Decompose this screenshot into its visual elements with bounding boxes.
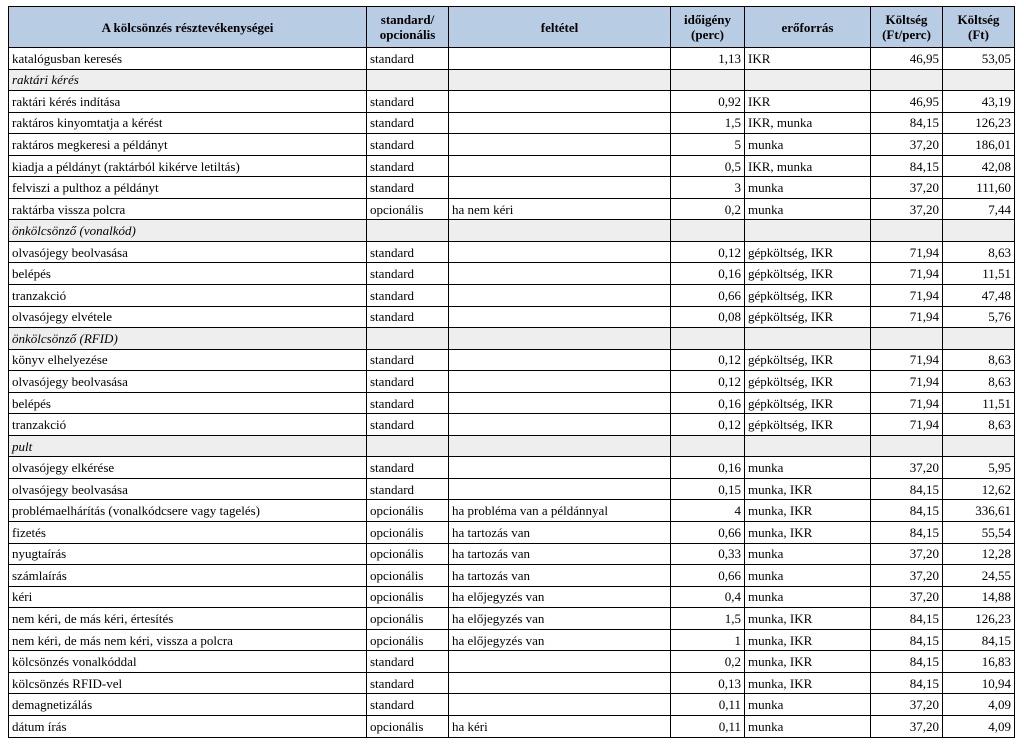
condition-cell: ha előjegyzés van [449, 586, 671, 608]
header-condition: feltétel [449, 7, 671, 48]
header-standard-optional: standard/ opcionális [367, 7, 449, 48]
resource-cell: munka [745, 177, 871, 199]
cost-total-cell: 8,63 [943, 241, 1015, 263]
cost-total-cell [943, 69, 1015, 91]
condition-cell [449, 478, 671, 500]
resource-cell: gépköltség, IKR [745, 371, 871, 393]
cost-total-cell [943, 220, 1015, 242]
cost-per-minute-cell: 37,20 [871, 694, 943, 716]
table-row [9, 349, 1015, 371]
resource-cell: munka [745, 694, 871, 716]
resource-cell: munka, IKR [745, 522, 871, 544]
type-cell: standard [367, 134, 449, 156]
condition-cell [449, 155, 671, 177]
resource-cell [745, 328, 871, 350]
table-row [9, 651, 1015, 673]
time-cell: 3 [671, 177, 745, 199]
condition-cell [449, 285, 671, 307]
cost-total-cell: 55,54 [943, 522, 1015, 544]
condition-cell [449, 328, 671, 350]
cost-total-cell: 84,15 [943, 629, 1015, 651]
table-row [9, 608, 1015, 630]
type-cell: standard [367, 457, 449, 479]
cost-total-cell: 10,94 [943, 672, 1015, 694]
activity-cell: kölcsönzés vonalkóddal [9, 651, 367, 673]
cost-per-minute-cell: 37,20 [871, 565, 943, 587]
table-row [9, 371, 1015, 393]
condition-cell [449, 651, 671, 673]
time-cell: 0,4 [671, 586, 745, 608]
table-row [9, 500, 1015, 522]
time-cell: 0,12 [671, 241, 745, 263]
activity-cell: felviszi a pulthoz a példányt [9, 177, 367, 199]
type-cell [367, 435, 449, 457]
cost-per-minute-cell: 84,15 [871, 651, 943, 673]
activity-cell: olvasójegy beolvasása [9, 371, 367, 393]
cost-total-cell: 8,63 [943, 349, 1015, 371]
type-cell: standard [367, 112, 449, 134]
time-cell: 1,5 [671, 608, 745, 630]
section-row [9, 69, 1015, 91]
cost-total-cell: 43,19 [943, 91, 1015, 113]
cost-total-cell: 336,61 [943, 500, 1015, 522]
cost-total-cell: 8,63 [943, 371, 1015, 393]
time-cell: 0,66 [671, 565, 745, 587]
condition-cell: ha kéri [449, 715, 671, 737]
table-row [9, 457, 1015, 479]
table-row [9, 198, 1015, 220]
condition-cell [449, 457, 671, 479]
type-cell [367, 220, 449, 242]
type-cell: opcionális [367, 565, 449, 587]
cost-total-cell: 53,05 [943, 48, 1015, 70]
time-cell [671, 220, 745, 242]
time-cell: 1,13 [671, 48, 745, 70]
cost-total-cell: 4,09 [943, 694, 1015, 716]
activity-cell: raktáros kinyomtatja a kérést [9, 112, 367, 134]
resource-cell: munka [745, 457, 871, 479]
condition-cell [449, 241, 671, 263]
header-cost-per-minute: Költség (Ft/perc) [871, 7, 943, 48]
condition-cell [449, 306, 671, 328]
resource-cell: munka [745, 715, 871, 737]
cost-per-minute-cell: 37,20 [871, 198, 943, 220]
type-cell: opcionális [367, 543, 449, 565]
activity-cell: kiadja a példányt (raktárból kikérve letiltás) [9, 155, 367, 177]
resource-cell: munka, IKR [745, 672, 871, 694]
cost-total-cell: 12,28 [943, 543, 1015, 565]
resource-cell: gépköltség, IKR [745, 349, 871, 371]
time-cell [671, 328, 745, 350]
section-row [9, 220, 1015, 242]
cost-per-minute-cell: 71,94 [871, 349, 943, 371]
cost-total-cell: 126,23 [943, 608, 1015, 630]
cost-per-minute-cell [871, 328, 943, 350]
header-cost-total: Költség (Ft) [943, 7, 1015, 48]
type-cell: standard [367, 694, 449, 716]
table-row [9, 48, 1015, 70]
activity-cell: kéri [9, 586, 367, 608]
type-cell: opcionális [367, 198, 449, 220]
section-label: önkölcsönző (RFID) [9, 328, 367, 350]
time-cell: 0,2 [671, 651, 745, 673]
time-cell: 0,16 [671, 457, 745, 479]
table-row [9, 522, 1015, 544]
type-cell: standard [367, 672, 449, 694]
cost-per-minute-cell: 37,20 [871, 586, 943, 608]
lending-activities-table [8, 6, 1015, 738]
time-cell: 0,66 [671, 285, 745, 307]
resource-cell: IKR [745, 91, 871, 113]
section-row [9, 328, 1015, 350]
cost-total-cell: 11,51 [943, 263, 1015, 285]
resource-cell: IKR [745, 48, 871, 70]
time-cell: 0,16 [671, 392, 745, 414]
table-row [9, 112, 1015, 134]
condition-cell [449, 349, 671, 371]
time-cell: 0,12 [671, 414, 745, 436]
section-label: önkölcsönző (vonalkód) [9, 220, 367, 242]
cost-per-minute-cell: 46,95 [871, 91, 943, 113]
activity-cell: belépés [9, 263, 367, 285]
resource-cell: munka, IKR [745, 651, 871, 673]
time-cell: 0,92 [671, 91, 745, 113]
table-row [9, 543, 1015, 565]
type-cell: standard [367, 241, 449, 263]
cost-per-minute-cell [871, 435, 943, 457]
activity-cell: raktáros megkeresi a példányt [9, 134, 367, 156]
cost-total-cell: 14,88 [943, 586, 1015, 608]
cost-total-cell: 24,55 [943, 565, 1015, 587]
cost-total-cell: 126,23 [943, 112, 1015, 134]
activity-cell: olvasójegy elvétele [9, 306, 367, 328]
type-cell: standard [367, 177, 449, 199]
condition-cell [449, 414, 671, 436]
activity-cell: belépés [9, 392, 367, 414]
condition-cell: ha tartozás van [449, 522, 671, 544]
resource-cell: gépköltség, IKR [745, 241, 871, 263]
table-row [9, 134, 1015, 156]
type-cell: opcionális [367, 715, 449, 737]
cost-per-minute-cell: 71,94 [871, 371, 943, 393]
condition-cell: ha tartozás van [449, 565, 671, 587]
activity-cell: fizetés [9, 522, 367, 544]
condition-cell [449, 48, 671, 70]
resource-cell: munka [745, 586, 871, 608]
time-cell: 0,15 [671, 478, 745, 500]
cost-per-minute-cell: 71,94 [871, 414, 943, 436]
table-row [9, 478, 1015, 500]
cost-table-container [8, 6, 1014, 738]
header-resource: erőforrás [745, 7, 871, 48]
type-cell: standard [367, 306, 449, 328]
time-cell: 0,2 [671, 198, 745, 220]
table-row [9, 306, 1015, 328]
activity-cell: nem kéri, de más kéri, értesítés [9, 608, 367, 630]
activity-cell: katalógusban keresés [9, 48, 367, 70]
type-cell [367, 328, 449, 350]
table-row [9, 414, 1015, 436]
cost-total-cell: 111,60 [943, 177, 1015, 199]
table-row [9, 694, 1015, 716]
time-cell: 0,12 [671, 371, 745, 393]
type-cell: standard [367, 91, 449, 113]
cost-per-minute-cell: 71,94 [871, 285, 943, 307]
cost-total-cell: 7,44 [943, 198, 1015, 220]
activity-cell: tranzakció [9, 414, 367, 436]
time-cell: 1,5 [671, 112, 745, 134]
resource-cell [745, 220, 871, 242]
time-cell [671, 435, 745, 457]
time-cell: 0,66 [671, 522, 745, 544]
table-body [9, 48, 1015, 738]
condition-cell [449, 91, 671, 113]
cost-per-minute-cell: 84,15 [871, 522, 943, 544]
activity-cell: nyugtaírás [9, 543, 367, 565]
activity-cell: olvasójegy beolvasása [9, 478, 367, 500]
time-cell: 0,5 [671, 155, 745, 177]
section-label: pult [9, 435, 367, 457]
condition-cell [449, 672, 671, 694]
resource-cell [745, 435, 871, 457]
type-cell: opcionális [367, 500, 449, 522]
time-cell: 0,12 [671, 349, 745, 371]
condition-cell [449, 134, 671, 156]
time-cell: 0,11 [671, 694, 745, 716]
cost-per-minute-cell: 84,15 [871, 629, 943, 651]
type-cell: opcionális [367, 586, 449, 608]
cost-per-minute-cell: 46,95 [871, 48, 943, 70]
condition-cell: ha probléma van a példánnyal [449, 500, 671, 522]
resource-cell: gépköltség, IKR [745, 306, 871, 328]
cost-per-minute-cell: 84,15 [871, 608, 943, 630]
type-cell: standard [367, 285, 449, 307]
cost-per-minute-cell: 71,94 [871, 241, 943, 263]
table-row [9, 672, 1015, 694]
resource-cell: munka, IKR [745, 478, 871, 500]
type-cell: standard [367, 349, 449, 371]
section-label: raktári kérés [9, 69, 367, 91]
condition-cell [449, 177, 671, 199]
cost-total-cell: 8,63 [943, 414, 1015, 436]
time-cell: 0,08 [671, 306, 745, 328]
cost-total-cell: 16,83 [943, 651, 1015, 673]
cost-per-minute-cell: 71,94 [871, 392, 943, 414]
time-cell: 0,13 [671, 672, 745, 694]
condition-cell [449, 371, 671, 393]
condition-cell [449, 694, 671, 716]
type-cell: standard [367, 414, 449, 436]
resource-cell: munka, IKR [745, 608, 871, 630]
type-cell: opcionális [367, 522, 449, 544]
cost-per-minute-cell: 37,20 [871, 715, 943, 737]
cost-total-cell: 5,76 [943, 306, 1015, 328]
cost-total-cell [943, 328, 1015, 350]
activity-cell: olvasójegy beolvasása [9, 241, 367, 263]
cost-per-minute-cell: 84,15 [871, 672, 943, 694]
resource-cell: munka [745, 543, 871, 565]
activity-cell: tranzakció [9, 285, 367, 307]
resource-cell: munka [745, 198, 871, 220]
table-row [9, 565, 1015, 587]
condition-cell: ha tartozás van [449, 543, 671, 565]
cost-per-minute-cell: 37,20 [871, 543, 943, 565]
cost-per-minute-cell [871, 69, 943, 91]
type-cell: standard [367, 371, 449, 393]
type-cell: standard [367, 48, 449, 70]
resource-cell: munka [745, 134, 871, 156]
cost-per-minute-cell: 84,15 [871, 155, 943, 177]
type-cell: opcionális [367, 608, 449, 630]
resource-cell: gépköltség, IKR [745, 392, 871, 414]
condition-cell: ha nem kéri [449, 198, 671, 220]
type-cell: opcionális [367, 629, 449, 651]
table-row [9, 263, 1015, 285]
resource-cell: munka, IKR [745, 629, 871, 651]
cost-total-cell: 42,08 [943, 155, 1015, 177]
activity-cell: raktári kérés indítása [9, 91, 367, 113]
condition-cell [449, 392, 671, 414]
time-cell: 5 [671, 134, 745, 156]
cost-total-cell [943, 435, 1015, 457]
type-cell: standard [367, 478, 449, 500]
table-row [9, 629, 1015, 651]
cost-per-minute-cell: 84,15 [871, 478, 943, 500]
type-cell: standard [367, 392, 449, 414]
activity-cell: raktárba vissza polcra [9, 198, 367, 220]
cost-per-minute-cell: 37,20 [871, 177, 943, 199]
cost-total-cell: 5,95 [943, 457, 1015, 479]
condition-cell [449, 112, 671, 134]
cost-total-cell: 11,51 [943, 392, 1015, 414]
table-row [9, 177, 1015, 199]
table-row [9, 715, 1015, 737]
activity-cell: nem kéri, de más nem kéri, vissza a polcra [9, 629, 367, 651]
cost-per-minute-cell: 71,94 [871, 306, 943, 328]
cost-per-minute-cell: 37,20 [871, 134, 943, 156]
type-cell: standard [367, 651, 449, 673]
resource-cell: munka [745, 565, 871, 587]
resource-cell [745, 69, 871, 91]
header-time-demand: időigény (perc) [671, 7, 745, 48]
table-row [9, 91, 1015, 113]
table-row [9, 586, 1015, 608]
type-cell: standard [367, 263, 449, 285]
cost-total-cell: 186,01 [943, 134, 1015, 156]
table-row [9, 241, 1015, 263]
cost-total-cell: 4,09 [943, 715, 1015, 737]
condition-cell [449, 220, 671, 242]
table-row [9, 285, 1015, 307]
time-cell: 4 [671, 500, 745, 522]
time-cell: 0,33 [671, 543, 745, 565]
cost-per-minute-cell: 71,94 [871, 263, 943, 285]
activity-cell: kölcsönzés RFID-vel [9, 672, 367, 694]
resource-cell: gépköltség, IKR [745, 285, 871, 307]
activity-cell: számlaírás [9, 565, 367, 587]
cost-per-minute-cell: 84,15 [871, 112, 943, 134]
condition-cell [449, 69, 671, 91]
condition-cell: ha előjegyzés van [449, 629, 671, 651]
resource-cell: gépköltség, IKR [745, 263, 871, 285]
table-row [9, 155, 1015, 177]
time-cell: 0,11 [671, 715, 745, 737]
table-row [9, 392, 1015, 414]
cost-per-minute-cell: 37,20 [871, 457, 943, 479]
activity-cell: könyv elhelyezése [9, 349, 367, 371]
time-cell [671, 69, 745, 91]
activity-cell: problémaelhárítás (vonalkódcsere vagy tagelés) [9, 500, 367, 522]
type-cell: standard [367, 155, 449, 177]
cost-per-minute-cell [871, 220, 943, 242]
activity-cell: olvasójegy elkérése [9, 457, 367, 479]
condition-cell [449, 263, 671, 285]
cost-total-cell: 47,48 [943, 285, 1015, 307]
cost-total-cell: 12,62 [943, 478, 1015, 500]
resource-cell: IKR, munka [745, 155, 871, 177]
header-row [9, 7, 1015, 48]
resource-cell: munka, IKR [745, 500, 871, 522]
condition-cell: ha előjegyzés van [449, 608, 671, 630]
time-cell: 1 [671, 629, 745, 651]
resource-cell: gépköltség, IKR [745, 414, 871, 436]
activity-cell: demagnetizálás [9, 694, 367, 716]
type-cell [367, 69, 449, 91]
condition-cell [449, 435, 671, 457]
resource-cell: IKR, munka [745, 112, 871, 134]
activity-cell: dátum írás [9, 715, 367, 737]
cost-per-minute-cell: 84,15 [871, 500, 943, 522]
time-cell: 0,16 [671, 263, 745, 285]
section-row [9, 435, 1015, 457]
header-activity: A kölcsönzés résztevékenységei [9, 7, 367, 48]
